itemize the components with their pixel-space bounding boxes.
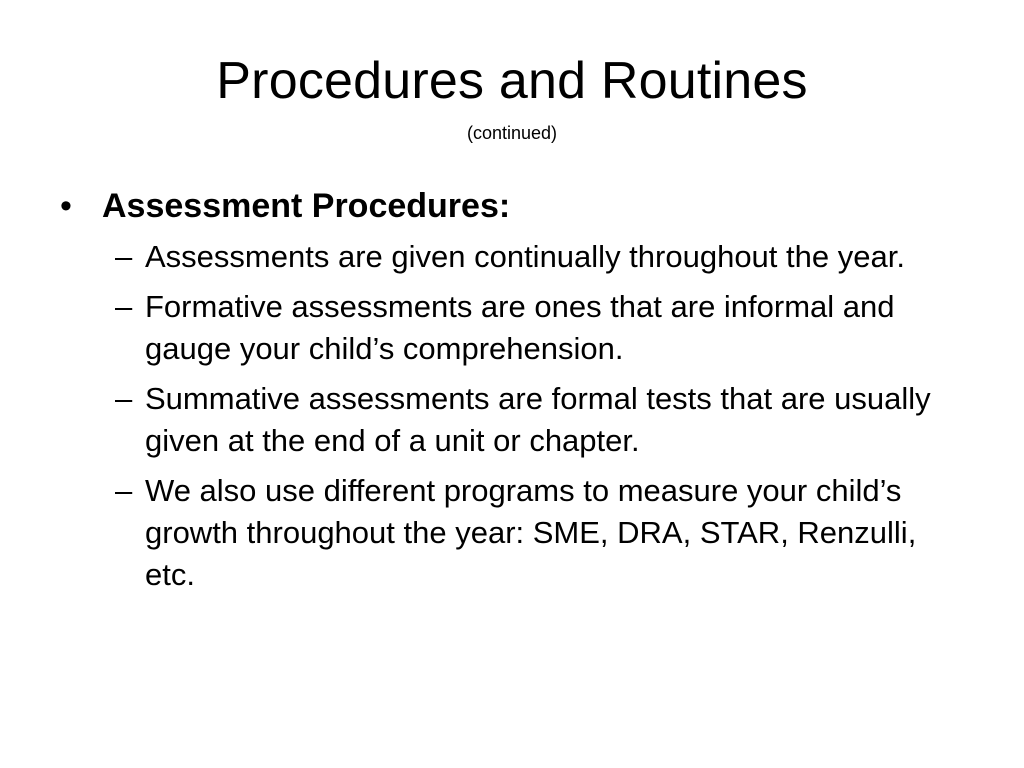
- sub-item: [60, 470, 960, 596]
- dash-icon: –: [115, 239, 133, 274]
- sub-item-text: Summative assessments are formal tests that are usually given at the end of a unit or chapter.: [145, 381, 931, 458]
- slide-body: [60, 184, 960, 604]
- sub-item-text: We also use different programs to measure your child’s growth throughout the year: SME, DRA, STAR, Renzulli, etc.: [145, 473, 917, 592]
- dash-icon: –: [115, 381, 133, 416]
- sub-item-text: Assessments are given continually throughout the year.: [145, 239, 905, 274]
- slide-subtitle: (continued): [466, 123, 558, 143]
- dash-icon: –: [115, 289, 133, 324]
- bullet-label: Assessment Procedures:: [102, 187, 511, 225]
- sub-item: [60, 286, 960, 370]
- dash-icon: –: [115, 473, 133, 508]
- slide-title: Procedures and Routines: [216, 52, 808, 110]
- bullet-icon: •: [60, 187, 72, 225]
- sub-item: [60, 378, 960, 462]
- sub-item-text: Formative assessments are ones that are informal and gauge your child’s comprehension.: [145, 289, 895, 366]
- sub-item: [60, 236, 960, 278]
- bullet-item: [60, 184, 960, 228]
- sub-list: [60, 236, 960, 596]
